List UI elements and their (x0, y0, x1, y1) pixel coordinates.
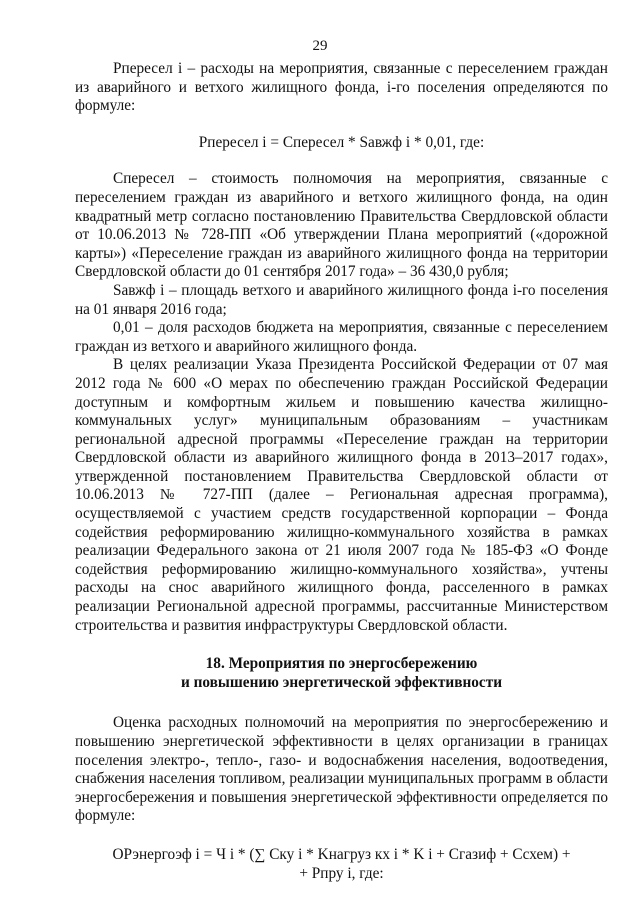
paragraph-share-definition: 0,01 – доля расходов бюджета на мероприятия, связанные с переселением граждан из ветхого и аварийного жилищного фонда. (75, 319, 608, 355)
paragraph-decree-implementation: В целях реализации Указа Президента Российской Федерации от 07 мая 2012 года № 600 «О мерах по обеспечению граждан Российской Федерации доступным и комфортным жильем и повышению качества жилищно-коммунальных услуг» муниципальным образованиям – участникам региональной адресной программы «Переселение граждан на территории Свердловской области из аварийного жилищного фонда в 2013–2017 годах», утвержденной постановлением Правительства Свердловской области от 10.06.2013 № 727-ПП (далее – Региональная адресная программа), осуществляемой с участием средств государственной корпорации – Фонда содействия реформированию жилищно-коммунального хозяйства в рамках реализации Федерального закона от 21 июля 2007 года № 185-ФЗ «О Фонде содействия реформированию жилищно-коммунального хозяйства», учтены расходы на снос аварийного жилищного фонда, расселенного в рамках реализации Региональной адресной программы, рассчитанные Министерством строительства и развития инфраструктуры Свердловской области. (75, 356, 608, 634)
section-heading-line-1: 18. Мероприятия по энергосбережению (205, 655, 478, 673)
formula-energy-line-2: + Рпру i, где: (299, 864, 384, 882)
paragraph-cost-definition: Спересел – стоимость полномочия на мероприятия, связанные с переселением граждан из аварийного и ветхого жилищного фонда, на один квадратный метр согласно постановлению Правительства Свердловской области от 10.06.2013 № 728-ПП «Об утверждении Плана мероприятий («дорожной карты») «Переселение граждан из аварийного жилищного фонда на территории Свердловской области до 01 сентября 2017 года» – 36 430,0 рубля; (75, 170, 608, 281)
document-body (75, 60, 608, 898)
page-number: 29 (312, 38, 328, 54)
formula-energy-line-1: ОРэнергоэф i = Ч i * (∑ Cку i * Kнагруз кх i * K i + Cгазиф + Cсхем) + (112, 845, 571, 863)
formula-energy-efficiency (75, 846, 608, 883)
section-heading (75, 655, 608, 692)
formula-relocation: Рпересел i = Спересел * Sавжф i * 0,01, где: (198, 133, 485, 151)
paragraph-energy-assessment: Оценка расходных полномочий на мероприятия по энергосбережению и повышению энергетической эффективности в целях организации в границах поселения электро-, тепло-, газо- и водоснабжения населения, водоотведения, снабжения населения топливом, реализации муниципальных программ в области энергосбережения и повышения энергетической эффективности определяется по формуле: (75, 714, 608, 825)
paragraph-area-definition: Sавжф i – площадь ветхого и аварийного жилищного фонда i-го поселения на 01 января 2016 года; (75, 281, 608, 318)
section-heading-line-2: и повышению энергетической эффективности (180, 673, 503, 691)
paragraph-relocation-costs: Рпересел i – расходы на мероприятия, связанные с переселением граждан из аварийного и ветхого жилищного фонда, i-го поселения определяются по формуле: (75, 60, 608, 115)
